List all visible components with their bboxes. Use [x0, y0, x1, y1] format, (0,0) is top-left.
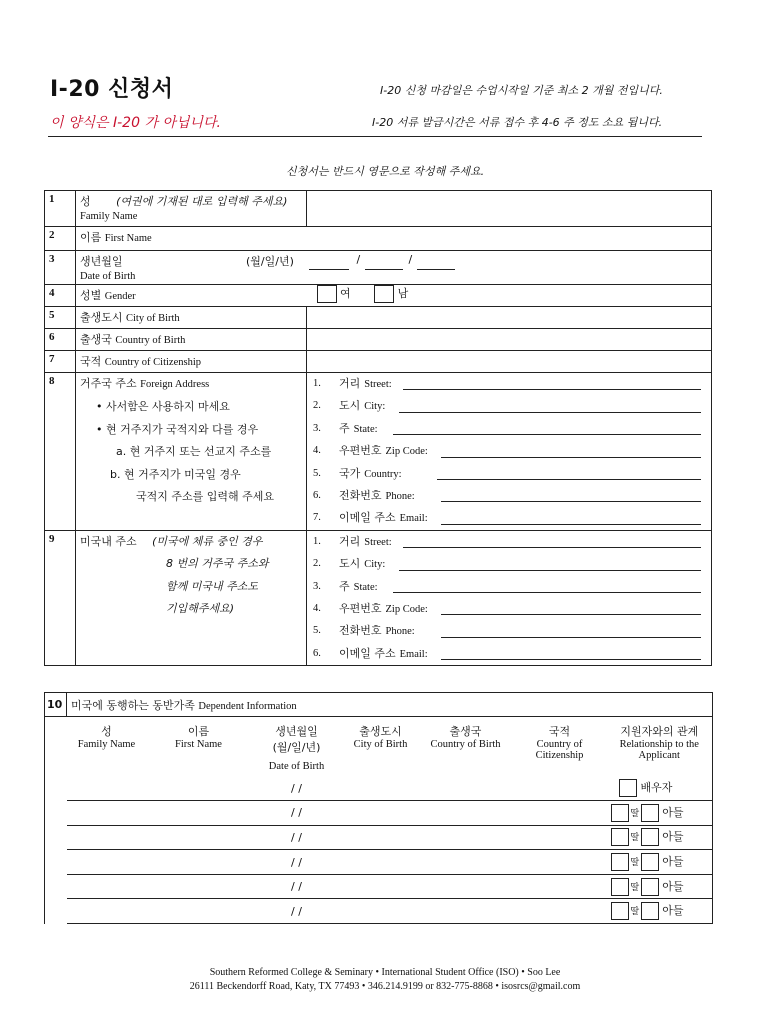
- dependent-row: [45, 850, 713, 875]
- label-en: First Name: [104, 233, 152, 244]
- label-en: Country of Citizenship: [104, 357, 202, 368]
- label-en: Family Name: [80, 211, 138, 222]
- foreign-address-email-field[interactable]: [441, 524, 701, 525]
- foreign-address-line-2: [311, 395, 707, 417]
- son-checkbox[interactable]: [641, 828, 659, 846]
- dependent-citizenship-field[interactable]: [513, 874, 607, 899]
- line-number: 2.: [313, 400, 321, 412]
- label-ko: 생년월일: [80, 255, 123, 268]
- dependent-city-of-birth-field[interactable]: [343, 874, 419, 899]
- dependent-dob-field[interactable]: / /: [251, 899, 343, 924]
- dependents-col-header: [147, 717, 251, 777]
- dependent-row: [45, 874, 713, 899]
- col-header-en: Country of Citizenship: [535, 739, 584, 761]
- dob-year-field[interactable]: [417, 257, 455, 270]
- field-label-ko: 주: [339, 421, 350, 435]
- foreign-address-country-field[interactable]: [437, 479, 701, 480]
- dependent-first-name-field[interactable]: [147, 777, 251, 801]
- col-header-ko: 출생국: [449, 725, 482, 738]
- field-label: [339, 395, 385, 418]
- dependent-country-of-birth-field[interactable]: [419, 825, 513, 850]
- date-separator: /: [356, 253, 361, 266]
- col-header-ko: 생년월일: [275, 725, 318, 738]
- col-header-en: Date of Birth: [268, 761, 325, 772]
- dependents-table: [44, 692, 713, 924]
- dependent-citizenship-field[interactable]: [513, 899, 607, 924]
- field-label: [339, 531, 392, 554]
- foreign-address-city-field[interactable]: [399, 412, 701, 413]
- note-no-pobox: • 사서함은 사용하지 마세요: [96, 400, 230, 414]
- dependent-row: [45, 899, 713, 924]
- footer-org-line: Southern Reformed College & Seminary • International Student Office (ISO) • Soo Lee: [209, 967, 561, 978]
- field-label-ko: 도시: [339, 557, 361, 571]
- applicant-info-table: [44, 190, 712, 666]
- male-label: 남: [397, 287, 409, 300]
- dependent-family-name-field[interactable]: [67, 874, 147, 899]
- foreign-address-line-1: [311, 373, 707, 395]
- family-name-field[interactable]: [307, 191, 712, 227]
- label-ko: 미국내 주소: [80, 534, 137, 548]
- us-address-state-field[interactable]: [393, 592, 701, 593]
- field-label: [339, 620, 415, 643]
- dependent-family-name-field[interactable]: [67, 777, 147, 801]
- foreign-address-line-4: [311, 440, 707, 462]
- field-label-ko: 주: [339, 579, 350, 593]
- row-citizenship: [45, 351, 712, 373]
- footer-address-line: 26111 Beckendorff Road, Katy, TX 77493 • 346.214.9199 or 832-775-8868 • isosrcs@gmail.com: [189, 981, 581, 992]
- dependent-city-of-birth-field[interactable]: [343, 825, 419, 850]
- dependents-col-header: [513, 717, 607, 777]
- son-label: 아들: [662, 830, 684, 844]
- header-divider: [48, 136, 702, 137]
- dependents-col-header: [419, 717, 513, 777]
- daughter-checkbox[interactable]: [611, 878, 629, 896]
- female-checkbox[interactable]: [317, 285, 337, 303]
- row-number: 7: [45, 351, 76, 373]
- us-address-email-field[interactable]: [441, 659, 701, 660]
- note-b: b. 현 거주지가 미국일 경우: [110, 467, 241, 481]
- country-of-birth-field[interactable]: [307, 329, 712, 351]
- son-label: 아들: [662, 879, 684, 893]
- city-of-birth-field[interactable]: [307, 307, 712, 329]
- field-label-ko: 이메일 주소: [339, 511, 396, 525]
- date-separator: /: [408, 253, 413, 266]
- row-number: 3: [45, 251, 76, 285]
- foreign-address-line-6: [311, 485, 707, 507]
- foreign-address-state-field[interactable]: [393, 434, 701, 435]
- label-note: (여권에 기재된 대로 입력해 주세요): [116, 195, 288, 208]
- label-en: Date of Birth: [80, 271, 136, 282]
- label-ko: 국적: [80, 355, 102, 368]
- col-header-en: City of Birth: [353, 739, 408, 750]
- dependent-country-of-birth-field[interactable]: [419, 801, 513, 826]
- field-label: [339, 418, 378, 441]
- dependent-city-of-birth-field[interactable]: [343, 777, 419, 801]
- us-address-line-4: [311, 598, 707, 620]
- male-checkbox[interactable]: [374, 285, 394, 303]
- note-citizenship-address: 국적지 주소를 입력해 주세요: [136, 490, 275, 504]
- note-line2: 8 번의 거주국 주소와: [166, 557, 269, 571]
- dependent-dob-field[interactable]: / /: [251, 777, 343, 801]
- col-header-ko: 성: [101, 725, 112, 738]
- line-number: 6.: [313, 647, 321, 659]
- line-number: 4.: [313, 445, 321, 457]
- field-label: [339, 463, 402, 486]
- row-us-address: [45, 530, 712, 665]
- us-address-line-3: [311, 576, 707, 598]
- row-number: 8: [45, 373, 76, 531]
- us-address-phone-field[interactable]: [441, 637, 701, 638]
- row-number: 5: [45, 307, 76, 329]
- row-date-of-birth: [45, 251, 712, 285]
- field-label-en: City:: [364, 401, 386, 413]
- field-label-ko: 이메일 주소: [339, 646, 396, 660]
- relationship-cell: [607, 801, 713, 826]
- field-label-en: Phone:: [385, 490, 415, 502]
- dependent-country-of-birth-field[interactable]: [419, 777, 513, 801]
- daughter-checkbox[interactable]: [611, 804, 629, 822]
- label-en: Country of Birth: [115, 335, 186, 346]
- spouse-checkbox[interactable]: [619, 779, 637, 797]
- dependent-city-of-birth-field[interactable]: [343, 899, 419, 924]
- line-number: 1.: [313, 535, 321, 547]
- son-label: 아들: [662, 855, 684, 869]
- relationship-cell: [607, 825, 713, 850]
- dependent-citizenship-field[interactable]: [513, 825, 607, 850]
- dependent-first-name-field[interactable]: [147, 850, 251, 875]
- son-label: 아들: [662, 904, 684, 918]
- field-label-en: City:: [364, 559, 386, 571]
- row-number: 1: [45, 191, 76, 227]
- first-name-field[interactable]: [307, 227, 712, 251]
- dependents-title-ko: 미국에 동행하는 동반가족: [71, 698, 195, 712]
- field-label-en: State:: [353, 423, 378, 435]
- dependent-citizenship-field[interactable]: [513, 777, 607, 801]
- daughter-checkbox[interactable]: [611, 853, 629, 871]
- date-format-note: (월/일/년): [246, 255, 294, 268]
- footer: [0, 966, 770, 994]
- row-gender: [45, 285, 712, 307]
- line-number: 2.: [313, 558, 321, 570]
- dependent-row: [45, 777, 713, 801]
- daughter-checkbox[interactable]: [611, 828, 629, 846]
- col-header-en: Country of Birth: [430, 739, 501, 750]
- dependent-dob-field[interactable]: / /: [251, 850, 343, 875]
- col-header-en: First Name: [175, 739, 222, 750]
- row-family-name: [45, 191, 712, 227]
- dependent-city-of-birth-field[interactable]: [343, 850, 419, 875]
- son-checkbox[interactable]: [641, 804, 659, 822]
- female-label: 여: [340, 287, 351, 300]
- field-label-en: Zip Code:: [385, 446, 428, 458]
- field-label: [339, 598, 428, 621]
- dependent-citizenship-field[interactable]: [513, 850, 607, 875]
- field-label-ko: 우편번호: [339, 601, 382, 615]
- note-a: a. 현 거주지 또는 선교지 주소를: [116, 445, 272, 459]
- dob-day-field[interactable]: [365, 257, 403, 270]
- line-number: 5.: [313, 625, 321, 637]
- line-number: 7.: [313, 512, 321, 524]
- dependent-family-name-field[interactable]: [67, 850, 147, 875]
- foreign-address-fields: [307, 373, 712, 531]
- dependent-dob-field[interactable]: / /: [251, 874, 343, 899]
- foreign-address-zipcode-field[interactable]: [441, 457, 701, 458]
- field-label: [339, 440, 428, 463]
- dependents-col-header: [607, 717, 713, 777]
- dependents-col-header: [343, 717, 419, 777]
- label-ko: 성별: [80, 289, 102, 302]
- deadline-note: I-20 신청 마감일은 수업시작일 기준 최소 2 개월 전입니다.: [380, 84, 663, 97]
- field-label-en: Phone:: [385, 626, 415, 638]
- foreign-address-line-5: [311, 463, 707, 485]
- dependent-first-name-field[interactable]: [147, 899, 251, 924]
- dependent-city-of-birth-field[interactable]: [343, 801, 419, 826]
- dependent-dob-field[interactable]: / /: [251, 825, 343, 850]
- us-address-city-field[interactable]: [399, 570, 701, 571]
- line-number: 3.: [313, 422, 321, 434]
- label-en: Foreign Address: [140, 379, 210, 390]
- note-different-residence: • 현 거주지가 국적지와 다를 경우: [96, 422, 259, 436]
- us-address-line-1: [311, 531, 707, 553]
- field-label: [339, 507, 428, 530]
- field-label: [339, 576, 378, 599]
- dependent-dob-field[interactable]: / /: [251, 801, 343, 826]
- col-header-ko2: (월/일/년): [272, 741, 321, 754]
- son-label: 아들: [662, 805, 684, 819]
- col-header-en: Family Name: [77, 739, 136, 750]
- us-address-zipcode-field[interactable]: [441, 614, 701, 615]
- row-country-of-birth: [45, 329, 712, 351]
- row-number: 4: [45, 285, 76, 307]
- spouse-label: 배우자: [640, 781, 673, 795]
- col-header-en: Relationship to the Applicant: [619, 739, 699, 761]
- field-label-ko: 우편번호: [339, 444, 382, 458]
- son-checkbox[interactable]: [641, 878, 659, 896]
- dependent-citizenship-field[interactable]: [513, 801, 607, 826]
- us-address-fields: [307, 530, 712, 665]
- field-label-en: Country:: [364, 468, 402, 480]
- field-label: [339, 643, 428, 666]
- dependent-country-of-birth-field[interactable]: [419, 850, 513, 875]
- field-label-ko: 거리: [339, 534, 361, 548]
- row-number: 10: [45, 693, 67, 717]
- col-header-ko: 이름: [187, 725, 210, 738]
- dependent-country-of-birth-field[interactable]: [419, 874, 513, 899]
- relationship-cell: [607, 874, 713, 899]
- dependent-family-name-field[interactable]: [67, 899, 147, 924]
- label-ko: 이름: [80, 231, 102, 244]
- dependents-col-header: [67, 717, 147, 777]
- row-number: 2: [45, 227, 76, 251]
- daughter-label: 딸: [630, 907, 640, 918]
- line-number: 3.: [313, 580, 321, 592]
- citizenship-field[interactable]: [307, 351, 712, 373]
- row-foreign-address: [45, 373, 712, 531]
- col-header-ko: 국적: [548, 725, 571, 738]
- label-ko: 출생도시: [80, 311, 123, 324]
- line-number: 4.: [313, 602, 321, 614]
- row-number: 9: [45, 530, 76, 665]
- field-label-en: Zip Code:: [385, 603, 428, 615]
- son-checkbox[interactable]: [641, 853, 659, 871]
- daughter-label: 딸: [630, 833, 640, 844]
- field-label-en: State:: [353, 581, 378, 593]
- line-number: 5.: [313, 467, 321, 479]
- col-header-ko: 출생도시: [359, 725, 402, 738]
- row-city-of-birth: [45, 307, 712, 329]
- dependent-row: [45, 825, 713, 850]
- dependent-first-name-field[interactable]: [147, 874, 251, 899]
- dependents-title-row: [45, 693, 713, 717]
- field-label-ko: 국가: [339, 466, 361, 480]
- dependent-country-of-birth-field[interactable]: [419, 899, 513, 924]
- processing-note: I-20 서류 발급시간은 서류 접수 후 4-6 주 정도 소요 됩니다.: [372, 116, 663, 129]
- dependents-header-row: [45, 717, 713, 777]
- relationship-cell: [607, 899, 713, 924]
- field-label-en: Street:: [364, 536, 392, 548]
- field-label: [339, 373, 392, 396]
- field-label-en: Email:: [399, 648, 428, 660]
- label-en: Gender: [104, 291, 136, 302]
- daughter-label: 딸: [630, 882, 640, 893]
- label-ko: 거주국 주소: [80, 377, 137, 390]
- dependents-title-en: Dependent Information: [198, 700, 297, 712]
- dependents-col-header: [251, 717, 343, 777]
- foreign-address-line-7: [311, 507, 707, 529]
- us-address-line-5: [311, 620, 707, 642]
- field-label-ko: 도시: [339, 399, 361, 413]
- daughter-label: 딸: [630, 858, 640, 869]
- relationship-cell: [607, 850, 713, 875]
- field-label-en: Email:: [399, 513, 428, 525]
- us-address-street-field[interactable]: [403, 547, 701, 548]
- label-en: City of Birth: [126, 313, 180, 324]
- english-instruction: 신청서는 반드시 영문으로 작성해 주세요.: [285, 165, 485, 178]
- label-ko: 성: [80, 195, 91, 208]
- daughter-checkbox[interactable]: [611, 902, 629, 920]
- us-address-line-6: [311, 643, 707, 665]
- label-ko: 출생국: [80, 333, 112, 346]
- field-label: [339, 485, 415, 508]
- field-label-ko: 거리: [339, 377, 361, 390]
- us-address-line-2: [311, 553, 707, 575]
- note-line4: 기입해주세요): [166, 601, 235, 615]
- line-number: 1.: [313, 378, 321, 389]
- foreign-address-line-3: [311, 418, 707, 440]
- page-title: I-20 신청서: [50, 77, 174, 102]
- note-line3: 함께 미국내 주소도: [166, 579, 259, 593]
- row-number: 6: [45, 329, 76, 351]
- dependent-first-name-field[interactable]: [147, 825, 251, 850]
- foreign-address-street-field[interactable]: [403, 389, 701, 390]
- col-header-ko: 지원자와의 관계: [620, 725, 699, 738]
- dependent-family-name-field[interactable]: [67, 801, 147, 826]
- dependent-family-name-field[interactable]: [67, 825, 147, 850]
- field-label: [339, 553, 385, 576]
- note-line1: (미국에 체류 중인 경우: [152, 534, 263, 548]
- field-label-ko: 전화번호: [339, 624, 382, 638]
- field-label-en: Street:: [364, 379, 392, 390]
- son-checkbox[interactable]: [641, 902, 659, 920]
- foreign-address-phone-field[interactable]: [441, 501, 701, 502]
- not-i20-notice: 이 양식은 I-20 가 아닙니다.: [50, 115, 221, 131]
- field-label-ko: 전화번호: [339, 488, 382, 502]
- row-first-name: [45, 227, 712, 251]
- relationship-cell: [607, 777, 713, 801]
- daughter-label: 딸: [630, 808, 640, 819]
- dependent-first-name-field[interactable]: [147, 801, 251, 826]
- dependent-row: [45, 801, 713, 826]
- line-number: 6.: [313, 489, 321, 501]
- dob-month-field[interactable]: [309, 257, 349, 270]
